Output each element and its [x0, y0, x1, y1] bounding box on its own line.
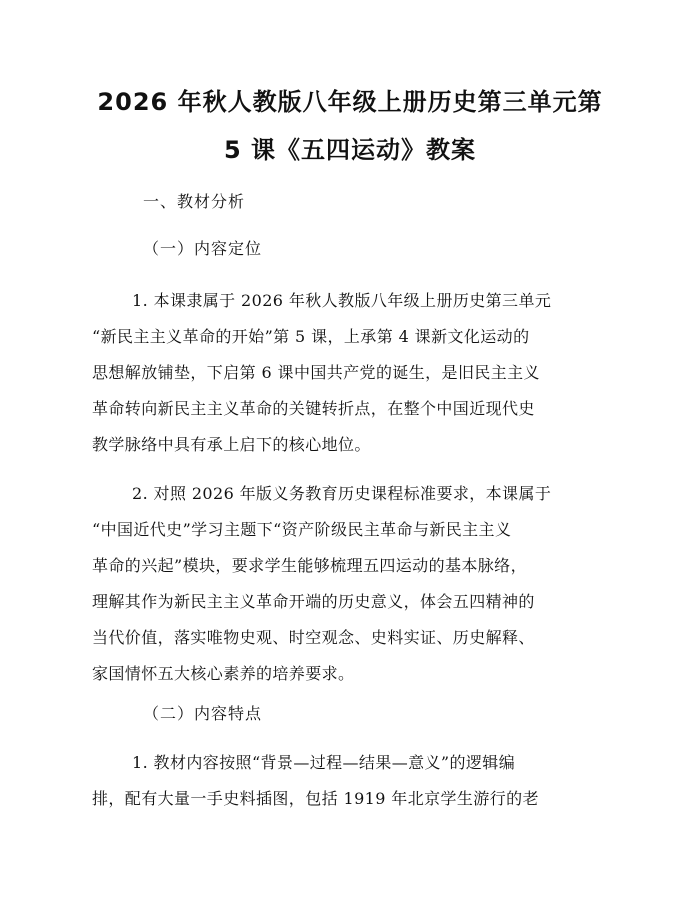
- paragraph-2-line: 2. 对照 2026 年版义务教育历史课程标准要求，本课属于: [132, 484, 552, 503]
- paragraph-1-line: “新民主主义革命的开始”第 5 课，上承第 4 课新文化运动的: [92, 327, 530, 346]
- paragraph-2-line: 革命的兴起”模块，要求学生能够梳理五四运动的基本脉络，: [92, 556, 527, 575]
- paragraph-1-line: 思想解放铺垫，下启第 6 课中国共产党的诞生，是旧民主主义: [92, 363, 540, 382]
- section-heading-teaching-material-analysis: 一、教材分析: [143, 192, 246, 211]
- document-title-line-2: 5 课《五四运动》教案: [223, 136, 477, 164]
- paragraph-3-line: 排，配有大量一手史料插图，包括 1919 年北京学生游行的老: [92, 789, 539, 808]
- paragraph-2-line: “中国近代史”学习主题下“资产阶级民主革命与新民主主义: [92, 520, 512, 539]
- paragraph-2-line: 家国情怀五大核心素养的培养要求。: [92, 664, 355, 683]
- paragraph-1-line: 1. 本课隶属于 2026 年秋人教版八年级上册历史第三单元: [132, 291, 552, 310]
- paragraph-1-line: 教学脉络中具有承上启下的核心地位。: [92, 435, 371, 454]
- paragraph-2-line: 当代价值，落实唯物史观、时空观念、史料实证、历史解释、: [92, 628, 535, 647]
- paragraph-1: [92, 283, 606, 463]
- subsection-heading-content-positioning: （一）内容定位: [143, 239, 263, 258]
- paragraph-1-line: 革命转向新民主主义革命的关键转折点，在整个中国近现代史: [92, 399, 535, 418]
- document-title-line-1: 2026 年秋人教版八年级上册历史第三单元第: [97, 88, 603, 116]
- subsection-heading-content-features: （二）内容特点: [143, 704, 263, 723]
- paragraph-3-line: 1. 教材内容按照“背景—过程—结果—意义”的逻辑编: [132, 753, 516, 772]
- paragraph-3: [92, 745, 606, 817]
- paragraph-2: [92, 476, 606, 692]
- paragraph-2-line: 理解其作为新民主主义革命开端的历史意义，体会五四精神的: [92, 592, 535, 611]
